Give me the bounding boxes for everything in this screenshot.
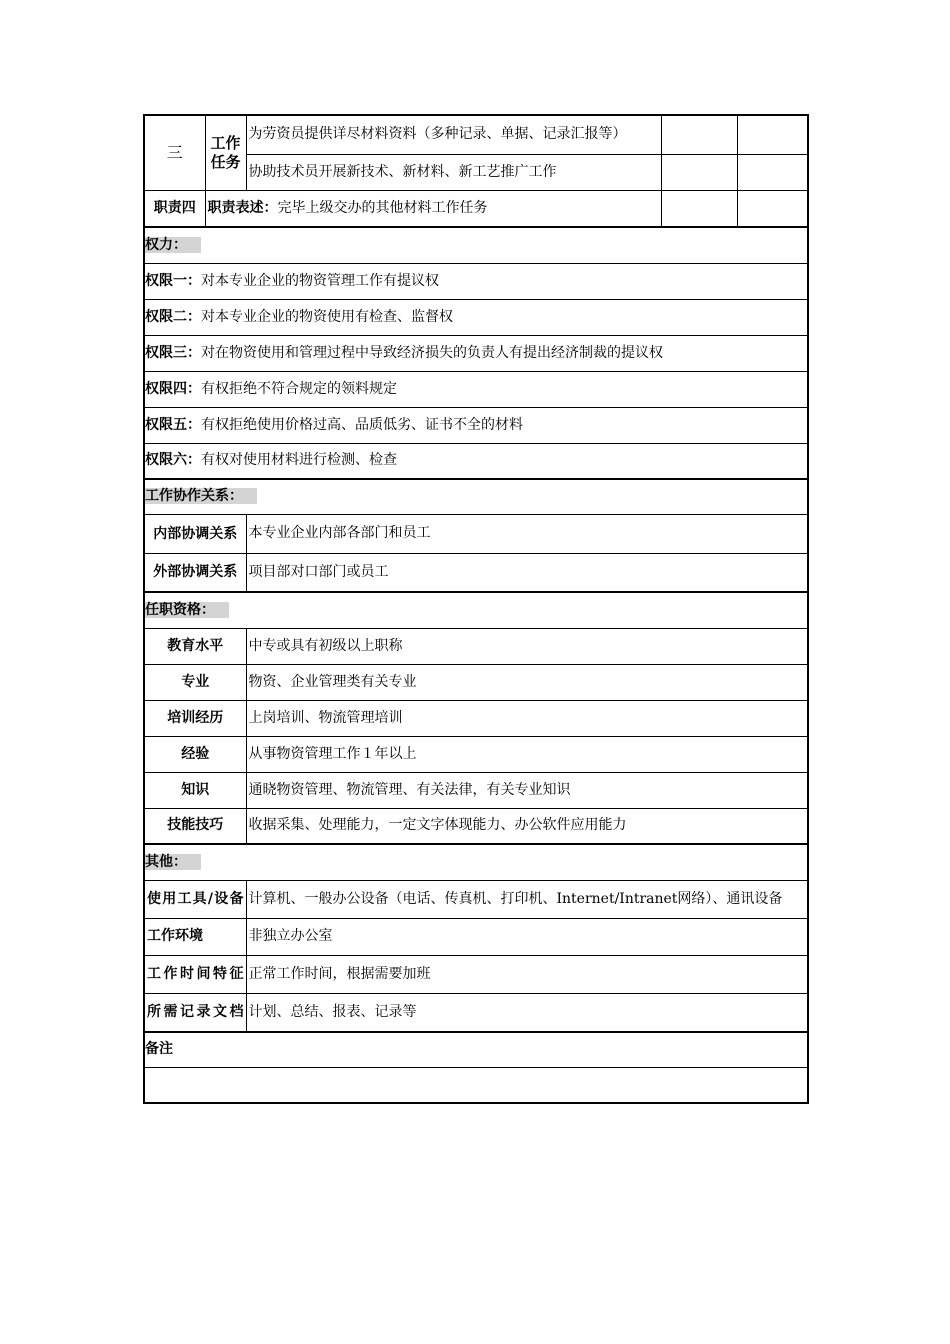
authority-text: 有权拒绝使用价格过高、品质低劣、证书不全的材料	[201, 416, 523, 433]
remarks-body-row	[144, 1067, 808, 1103]
duty-task-1-col5	[737, 115, 808, 154]
other-label-text: 工作时间特征	[147, 966, 244, 982]
other-label: 工作环境	[144, 918, 246, 955]
duty4-prefix: 职责表述：	[207, 199, 278, 216]
duty-task-1: 为劳资员提供详尽材料资料（多种记录、单据、记录汇报等）	[246, 115, 661, 154]
authority-text: 有权对使用材料进行检测、检查	[201, 452, 397, 469]
authority-row	[144, 299, 808, 335]
other-text: 计划、总结、报表、记录等	[246, 993, 808, 1032]
cooperation-label: 内部协调关系	[144, 514, 246, 553]
qualification-text: 收据采集、处理能力，一定文字体现能力、办公软件应用能力	[246, 808, 808, 844]
authority-title: 权力：	[145, 237, 201, 253]
authority-label: 权限六：	[145, 452, 201, 469]
other-text: 计算机、一般办公设备（电话、传真机、打印机、Internet/Intranet网络）、通讯设备	[246, 880, 808, 918]
authority-text: 对本专业企业的物资管理工作有提议权	[201, 272, 439, 289]
duty4-col5	[737, 190, 808, 227]
duty-task-2-col4	[661, 154, 737, 190]
other-label	[144, 955, 246, 993]
cooperation-row	[144, 553, 808, 592]
qualification-header-row	[144, 592, 808, 628]
remarks-header-row	[144, 1032, 808, 1067]
cooperation-text: 项目部对口部门或员工	[246, 553, 808, 592]
cooperation-header-row	[144, 479, 808, 514]
authority-text: 有权拒绝不符合规定的领料规定	[201, 380, 397, 397]
authority-row	[144, 443, 808, 479]
qualification-title: 任职资格：	[145, 602, 229, 618]
duty-task-row	[144, 115, 808, 154]
qualification-text: 物资、企业管理类有关专业	[246, 664, 808, 700]
qualification-row	[144, 700, 808, 736]
duty-task-1-col4	[661, 115, 737, 154]
authority-label: 权限三：	[145, 344, 201, 361]
authority-row	[144, 371, 808, 407]
qualification-row	[144, 772, 808, 808]
qualification-text: 通晓物资管理、物流管理、有关法律，有关专业知识	[246, 772, 808, 808]
qualification-row	[144, 628, 808, 664]
duty4-text: 完毕上级交办的其他材料工作任务	[277, 199, 488, 216]
cooperation-text: 本专业企业内部各部门和员工	[246, 514, 808, 553]
other-title: 其他：	[145, 854, 201, 870]
qualification-label: 专业	[144, 664, 246, 700]
authority-label: 权限四：	[145, 380, 201, 397]
other-row	[144, 955, 808, 993]
other-header-row	[144, 844, 808, 880]
authority-row	[144, 263, 808, 299]
qualification-row	[144, 736, 808, 772]
remarks-body	[144, 1067, 808, 1103]
other-row	[144, 880, 808, 918]
job-description-table	[143, 114, 809, 1104]
qualification-text: 从事物资管理工作１年以上	[246, 736, 808, 772]
cooperation-row	[144, 514, 808, 553]
other-label-text: 使用工具/设备	[147, 891, 244, 907]
authority-label: 权限五：	[145, 416, 201, 433]
authority-row	[144, 335, 808, 371]
authority-label: 权限二：	[145, 308, 201, 325]
other-text: 正常工作时间，根据需要加班	[246, 955, 808, 993]
qualification-label: 技能技巧	[144, 808, 246, 844]
duty4-col4	[661, 190, 737, 227]
duty-index: 三	[144, 115, 205, 190]
qualification-text: 中专或具有初级以上职称	[246, 628, 808, 664]
authority-text: 对本专业企业的物资使用有检查、监督权	[201, 308, 453, 325]
qualification-text: 上岗培训、物流管理培训	[246, 700, 808, 736]
qualification-row	[144, 808, 808, 844]
qualification-label: 培训经历	[144, 700, 246, 736]
other-label	[144, 993, 246, 1032]
remarks-title: 备注	[145, 1041, 173, 1057]
cooperation-label: 外部协调关系	[144, 553, 246, 592]
qualification-label: 经验	[144, 736, 246, 772]
qualification-row	[144, 664, 808, 700]
other-text: 非独立办公室	[246, 918, 808, 955]
duty4-description	[205, 190, 661, 227]
authority-label: 权限一：	[145, 272, 201, 289]
authority-row	[144, 407, 808, 443]
duty-task-2: 协助技术员开展新技术、新材料、新工艺推广工作	[246, 154, 661, 190]
duty-task-2-col5	[737, 154, 808, 190]
cooperation-title: 工作协作关系：	[145, 488, 257, 504]
job-description-form	[143, 114, 807, 1104]
other-label	[144, 880, 246, 918]
authority-header-row	[144, 227, 808, 263]
duty4-row	[144, 190, 808, 227]
authority-text: 对在物资使用和管理过程中导致经济损失的负责人有提出经济制裁的提议权	[201, 344, 663, 361]
qualification-label: 知识	[144, 772, 246, 808]
duty-category: 工作任务	[205, 115, 246, 190]
other-label-text: 所需记录文档	[147, 1004, 244, 1021]
other-row	[144, 993, 808, 1032]
qualification-label: 教育水平	[144, 628, 246, 664]
duty4-label: 职责四	[144, 190, 205, 227]
other-row	[144, 918, 808, 955]
